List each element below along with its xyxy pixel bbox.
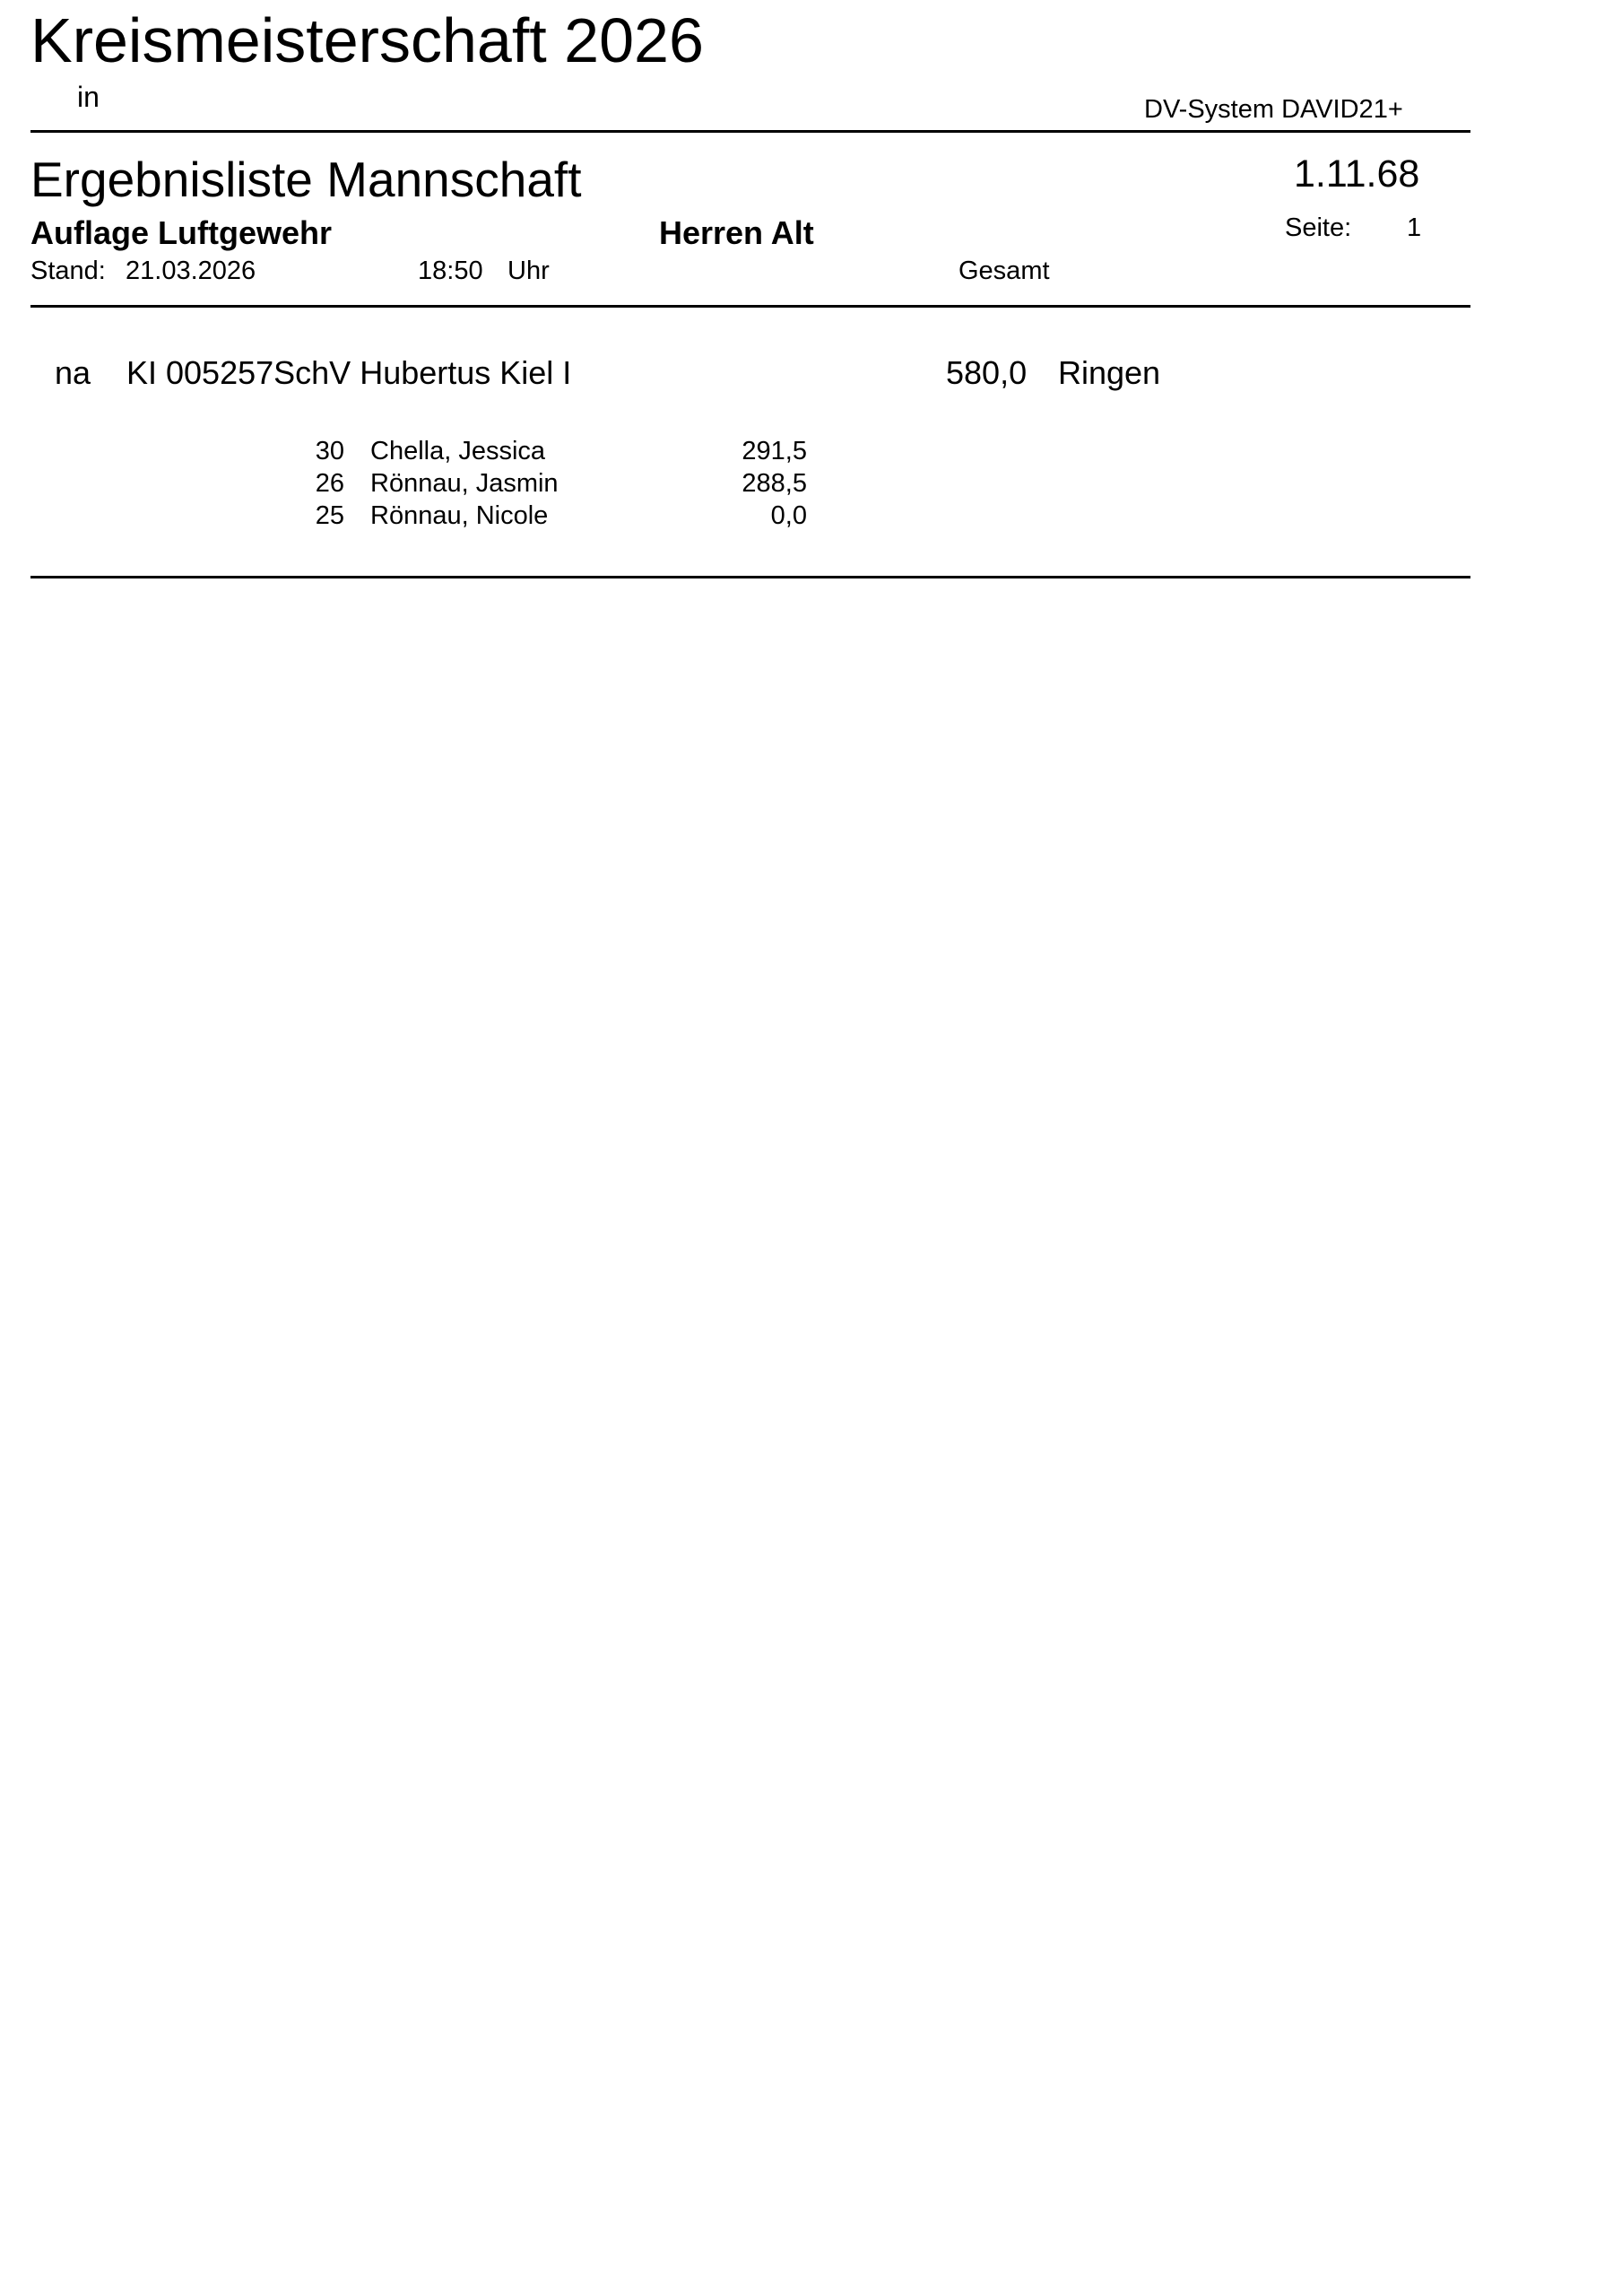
stand-time: 18:50	[418, 257, 483, 285]
list-header-divider	[30, 305, 1470, 308]
member-score: 291,5	[742, 437, 807, 465]
list-title: Ergebnisliste Mannschaft	[30, 152, 582, 207]
member-number: 25	[315, 501, 344, 530]
member-row	[0, 503, 1622, 535]
member-number: 30	[315, 437, 344, 465]
stand-unit: Uhr	[507, 257, 550, 285]
team-rank: na	[55, 354, 91, 391]
member-number: 26	[315, 469, 344, 498]
stand-label: Stand:	[30, 257, 106, 285]
stand-date: 21.03.2026	[126, 257, 256, 285]
page-label: Seite:	[1285, 213, 1352, 242]
event-title: Kreismeisterschaft 2026	[30, 5, 704, 75]
team-score: 580,0	[946, 354, 1028, 391]
member-row	[0, 439, 1622, 471]
system-name: DV-System DAVID21+	[1144, 95, 1403, 124]
class-name: Herren Alt	[659, 214, 814, 251]
list-footer-divider	[30, 576, 1470, 578]
header-divider	[30, 130, 1470, 133]
scope-label: Gesamt	[958, 257, 1050, 285]
member-name: Rönnau, Nicole	[370, 501, 549, 530]
event-location: in	[77, 81, 100, 113]
page-number: 1	[1407, 213, 1422, 242]
member-row	[0, 471, 1622, 503]
member-name: Rönnau, Jasmin	[370, 469, 559, 498]
team-name: KI 005257SchV Hubertus Kiel I	[126, 354, 572, 391]
team-score-unit: Ringen	[1058, 354, 1161, 391]
version-number: 1.11.68	[1294, 152, 1420, 196]
discipline: Auflage Luftgewehr	[30, 214, 333, 251]
member-score: 0,0	[770, 501, 807, 530]
member-name: Chella, Jessica	[370, 437, 546, 465]
member-score: 288,5	[742, 469, 807, 498]
